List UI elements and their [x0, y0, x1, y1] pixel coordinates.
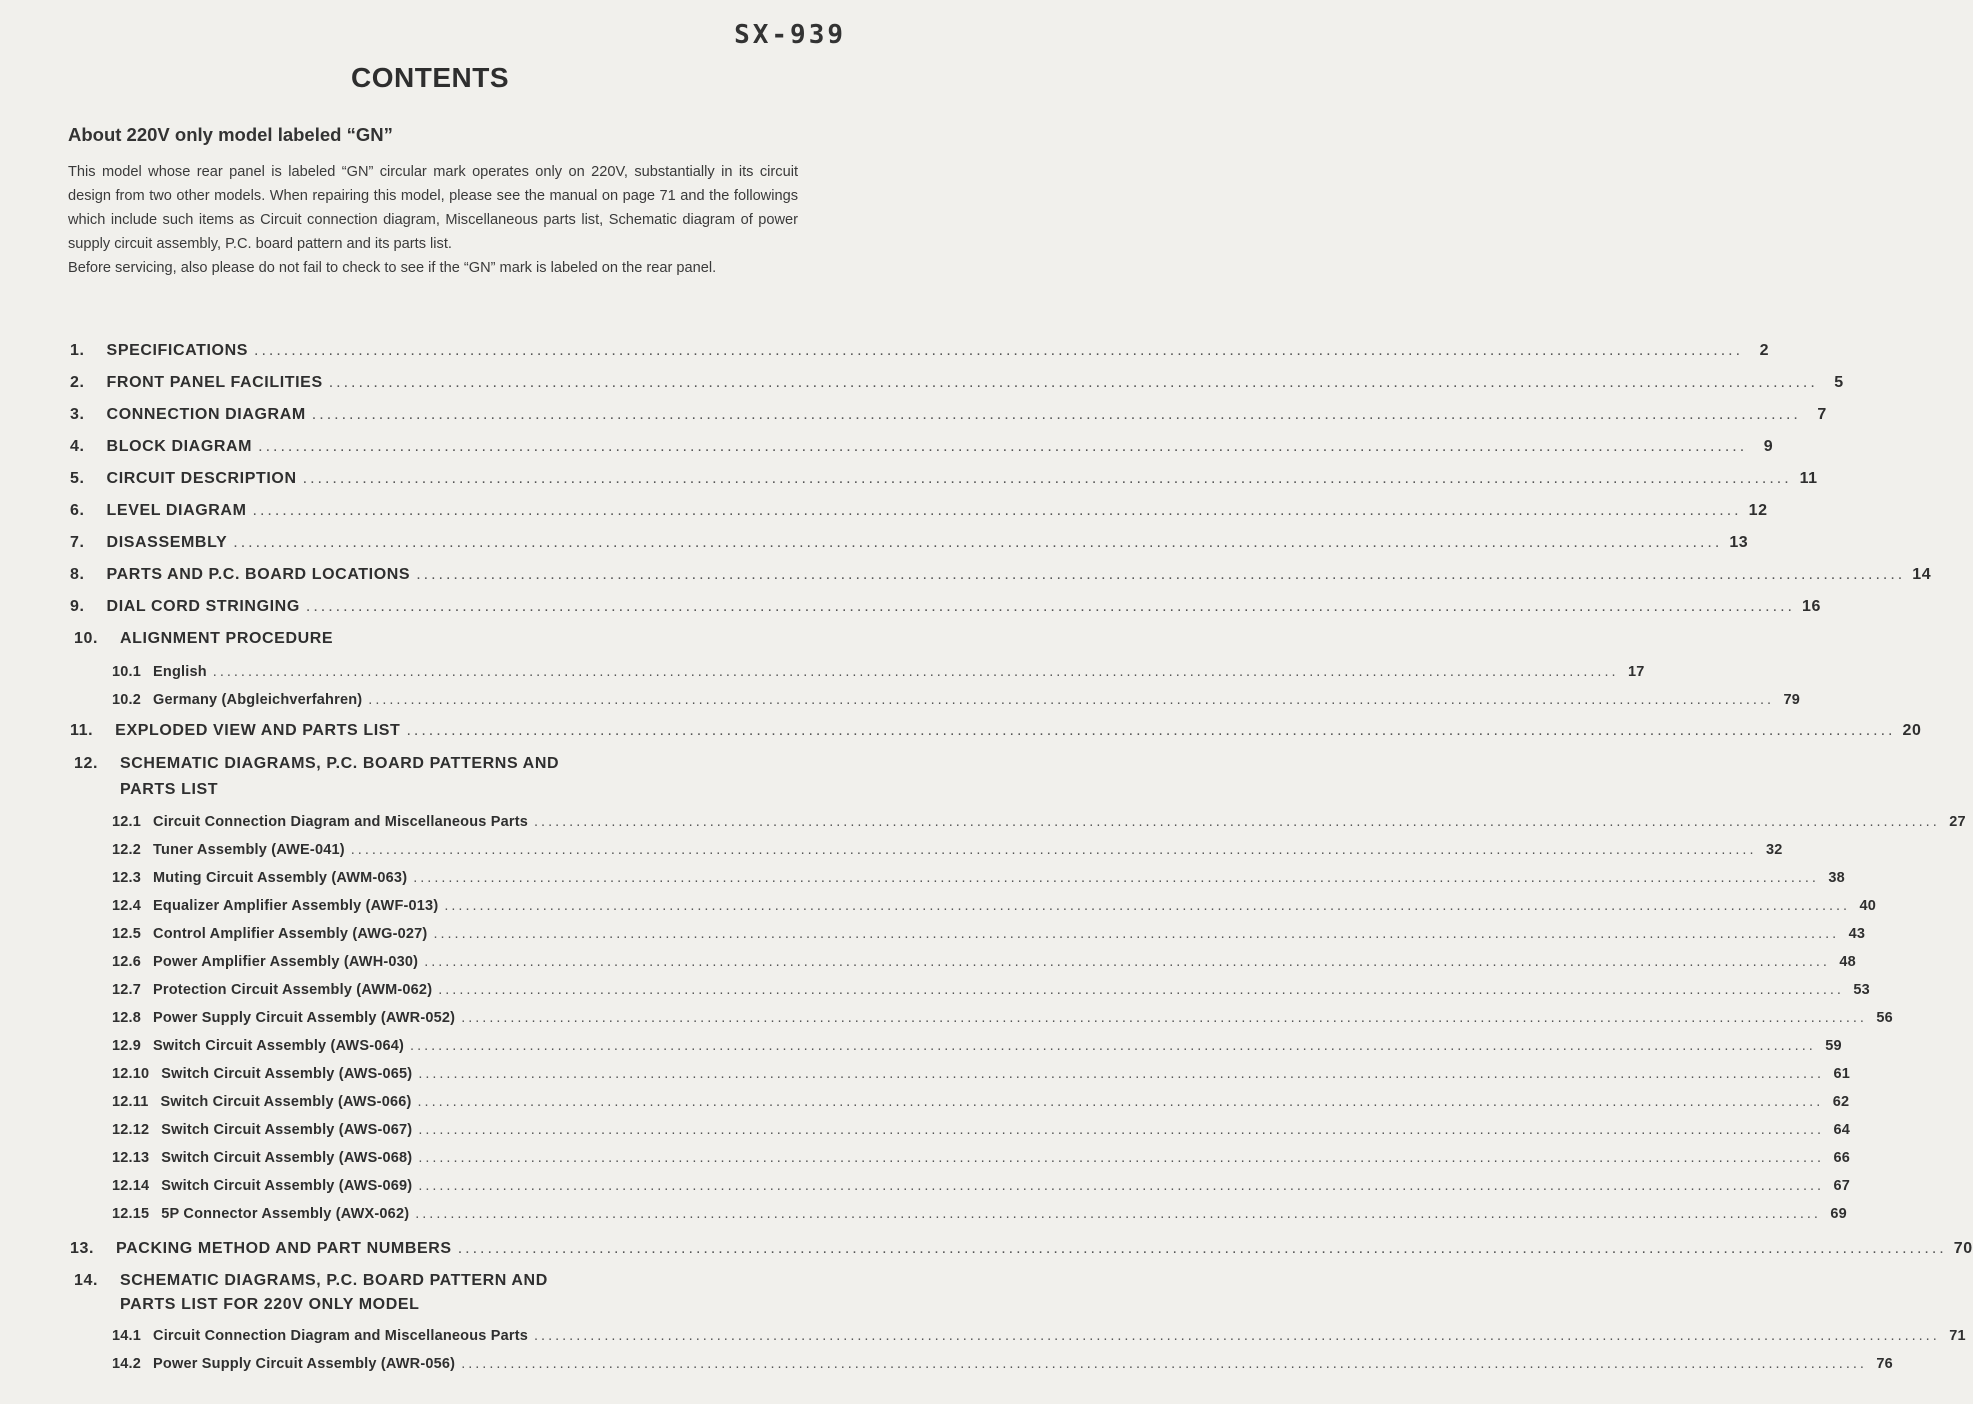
toc-entry-parts-locations: [70, 566, 1932, 584]
toc-page: 40: [1859, 898, 1877, 914]
toc-number: 12.2: [112, 842, 142, 858]
toc-entry-level-diagram: [70, 502, 1768, 520]
toc-page: 27: [1949, 814, 1966, 830]
leader-dots: ........................................................................................................................................................................................................: [305, 598, 1795, 615]
leader-dots: ........................................................................................................................................................................................................: [534, 1328, 1940, 1344]
leader-dots: ........................................................................................................................................................................................................: [438, 982, 1844, 998]
toc-entry-dial-cord: [70, 598, 1821, 616]
leader-dots: ........................................................................................................................................................................................................: [413, 870, 1819, 886]
toc-label: Circuit Connection Diagram and Miscellaneous Parts: [153, 1328, 529, 1344]
toc-number: 12.5: [112, 926, 142, 942]
toc-entry-alignment-english: [112, 664, 1645, 680]
toc-page: 20: [1902, 722, 1922, 739]
toc-label: Protection Circuit Assembly (AWM-062): [153, 982, 433, 998]
toc-entry-front-panel: [70, 374, 1844, 392]
toc-entry-12-2: [112, 842, 1783, 858]
toc-label: Circuit Connection Diagram and Miscellaneous Parts: [153, 814, 529, 830]
toc-page: 62: [1832, 1094, 1850, 1110]
toc-page: 48: [1839, 954, 1856, 970]
toc-entry-14-1: [112, 1328, 1966, 1344]
leader-dots: ........................................................................................................................................................................................................: [233, 534, 1723, 551]
toc-label: SCHEMATIC DIAGRAMS, P.C. BOARD PATTERNS AND: [120, 755, 560, 772]
toc-label: DISASSEMBLY: [106, 534, 228, 551]
leader-dots: ........................................................................................................................................................................................................: [534, 814, 1940, 830]
toc-number: 7.: [70, 534, 85, 551]
toc-number: 14.: [73, 1272, 98, 1289]
toc-label: CIRCUIT DESCRIPTION: [106, 470, 297, 487]
intro-paragraph: Before servicing, also please do not fail to check to see if the “GN” mark is labeled on the rear panel.: [68, 260, 717, 276]
toc-page: 61: [1833, 1066, 1851, 1082]
toc-number: 12.6: [112, 954, 142, 970]
toc-number: 12.15: [112, 1206, 150, 1222]
toc-page: 70: [1953, 1240, 1973, 1257]
toc-label: SPECIFICATIONS: [106, 342, 248, 359]
toc-number: 10.: [73, 630, 98, 647]
toc-number: 8.: [70, 566, 85, 583]
leader-dots: ........................................................................................................................................................................................................: [254, 342, 1744, 359]
toc-entry-12-8: [112, 1010, 1893, 1026]
toc-number: 12.9: [112, 1038, 142, 1054]
toc-number: 12.14: [112, 1178, 150, 1194]
toc-label: Muting Circuit Assembly (AWM-063): [153, 870, 408, 886]
toc-number: 12.1: [112, 814, 142, 830]
toc-page: 79: [1783, 692, 1801, 708]
toc-label: DIAL CORD STRINGING: [106, 598, 300, 615]
toc-page: 38: [1828, 870, 1845, 886]
toc-label: Switch Circuit Assembly (AWS-068): [161, 1150, 413, 1166]
toc-label: Germany (Abgleichverfahren): [153, 692, 363, 708]
leader-dots: ........................................................................................................................................................................................................: [410, 1038, 1816, 1054]
toc-entry-12-15: [112, 1206, 1847, 1222]
toc-number: 12.7: [112, 982, 142, 998]
toc-label: EXPLODED VIEW AND PARTS LIST: [115, 722, 401, 739]
model-code: SX-939: [734, 20, 846, 50]
toc-entry-12-11: [112, 1094, 1850, 1110]
leader-dots: ........................................................................................................................................................................................................: [368, 692, 1775, 708]
toc-number: 4.: [70, 438, 85, 455]
leader-dots: ........................................................................................................................................................................................................: [433, 926, 1840, 942]
toc-label: Power Supply Circuit Assembly (AWR-056): [153, 1356, 456, 1372]
toc-page: 16: [1801, 598, 1821, 615]
leader-dots: ........................................................................................................................................................................................................: [424, 954, 1830, 970]
toc-number: 12.: [73, 755, 98, 772]
toc-entry-specifications: [70, 342, 1770, 360]
toc-entry-12-4: [112, 898, 1877, 914]
leader-dots: ........................................................................................................................................................................................................: [418, 1066, 1825, 1082]
toc-entry-12-6: [112, 954, 1856, 970]
toc-page: 2: [1759, 342, 1770, 359]
toc-page: 67: [1833, 1178, 1851, 1194]
leader-dots: ........................................................................................................................................................................................................: [444, 898, 1851, 914]
toc-label: ALIGNMENT PROCEDURE: [120, 630, 334, 647]
intro-heading: About 220V only model labeled “GN”: [68, 124, 393, 145]
toc-label-continued: PARTS LIST FOR 220V ONLY MODEL: [120, 1296, 420, 1313]
toc-label: Equalizer Amplifier Assembly (AWF-013): [153, 898, 439, 914]
toc-entry-alignment: [70, 630, 800, 648]
toc-number: 9.: [70, 598, 85, 615]
toc-label: CONNECTION DIAGRAM: [106, 406, 306, 423]
toc-label-continued: PARTS LIST: [120, 781, 219, 798]
intro-paragraph: This model whose rear panel is labeled “GN” circular mark operates only on 220V, substantially in its circuit design from two other models. When repairing this model, please see the manual on page 71 and the followings which include such items as Circuit connection diagram, Miscellaneous parts list, Schematic diagram of power supply circuit assembly, P.C. board pattern and its parts list.: [68, 164, 798, 252]
toc-label: Switch Circuit Assembly (AWS-066): [160, 1094, 412, 1110]
toc-number: 13.: [70, 1240, 95, 1257]
intro-text: [68, 160, 798, 280]
toc-number: 12.4: [112, 898, 142, 914]
toc-number: 10.2: [112, 692, 142, 708]
leader-dots: ........................................................................................................................................................................................................: [415, 1206, 1821, 1222]
toc-number: 12.11: [112, 1094, 149, 1110]
toc-label: Switch Circuit Assembly (AWS-069): [161, 1178, 413, 1194]
toc-label: Tuner Assembly (AWE-041): [153, 842, 345, 858]
toc-entry-12-3: [112, 870, 1845, 886]
leader-dots: ........................................................................................................................................................................................................: [328, 374, 1818, 391]
toc-entry-disassembly: [70, 534, 1749, 552]
toc-page: 12: [1748, 502, 1768, 519]
leader-dots: ........................................................................................................................................................................................................: [302, 470, 1792, 487]
toc-entry-12-10: [112, 1066, 1851, 1082]
page-title: CONTENTS: [351, 62, 509, 93]
toc-number: 12.10: [112, 1066, 150, 1082]
toc-page: 69: [1830, 1206, 1847, 1222]
toc-entry-packing-method: [70, 1240, 1973, 1258]
toc-entry-12-12: [112, 1122, 1851, 1138]
toc-number: 11.: [70, 722, 94, 739]
toc-entry-14-2: [112, 1356, 1893, 1372]
toc-label: LEVEL DIAGRAM: [106, 502, 247, 519]
leader-dots: ........................................................................................................................................................................................................: [350, 842, 1757, 858]
toc-label: FRONT PANEL FACILITIES: [106, 374, 323, 391]
toc-number: 14.1: [112, 1328, 142, 1344]
toc-label: 5P Connector Assembly (AWX-062): [161, 1206, 410, 1222]
toc-page: 32: [1765, 842, 1783, 858]
toc-page: 43: [1848, 926, 1866, 942]
toc-number: 2.: [70, 374, 85, 391]
toc-page: 11: [1799, 470, 1818, 487]
toc-number: 6.: [70, 502, 85, 519]
toc-page: 56: [1876, 1010, 1893, 1026]
toc-entry-12-7: [112, 982, 1870, 998]
toc-number: 3.: [70, 406, 85, 423]
toc-label: PARTS AND P.C. BOARD LOCATIONS: [106, 566, 411, 583]
toc-entry-alignment-germany: [112, 692, 1801, 708]
toc-number: 14.2: [112, 1356, 142, 1372]
toc-label: Switch Circuit Assembly (AWS-067): [161, 1122, 413, 1138]
toc-page: 59: [1825, 1038, 1842, 1054]
toc-label: BLOCK DIAGRAM: [106, 438, 253, 455]
toc-page: 14: [1912, 566, 1932, 583]
toc-page: 9: [1763, 438, 1774, 455]
toc-page: 71: [1949, 1328, 1966, 1344]
leader-dots: ........................................................................................................................................................................................................: [417, 1094, 1824, 1110]
leader-dots: ........................................................................................................................................................................................................: [461, 1010, 1867, 1026]
toc-entry-block-diagram: [70, 438, 1774, 456]
leader-dots: ........................................................................................................................................................................................................: [418, 1122, 1825, 1138]
toc-number: 12.13: [112, 1150, 150, 1166]
toc-label: English: [153, 664, 207, 680]
toc-page: 17: [1627, 664, 1645, 680]
leader-dots: ........................................................................................................................................................................................................: [418, 1150, 1825, 1166]
toc-label: Control Amplifier Assembly (AWG-027): [153, 926, 428, 942]
toc-label: Power Supply Circuit Assembly (AWR-052): [153, 1010, 456, 1026]
toc-entry-12-13: [112, 1150, 1851, 1166]
toc-label: SCHEMATIC DIAGRAMS, P.C. BOARD PATTERN AND: [120, 1272, 548, 1289]
toc-page: 66: [1833, 1150, 1851, 1166]
toc-page: 53: [1853, 982, 1870, 998]
leader-dots: ........................................................................................................................................................................................................: [416, 566, 1906, 583]
toc-entry-12-14: [112, 1178, 1851, 1194]
leader-dots: ........................................................................................................................................................................................................: [258, 438, 1748, 455]
toc-number: 10.1: [112, 664, 142, 680]
leader-dots: ........................................................................................................................................................................................................: [252, 502, 1742, 519]
toc-entry-12-5: [112, 926, 1866, 942]
toc-number: 1.: [70, 342, 85, 359]
toc-page: 13: [1729, 534, 1749, 551]
toc-entry-exploded-view: [70, 722, 1922, 740]
toc-number: 12.8: [112, 1010, 142, 1026]
toc-label: Power Amplifier Assembly (AWH-030): [153, 954, 419, 970]
toc-number: 5.: [70, 470, 85, 487]
leader-dots: ........................................................................................................................................................................................................: [418, 1178, 1825, 1194]
leader-dots: ........................................................................................................................................................................................................: [212, 664, 1619, 680]
toc-entry-connection-diagram: [70, 406, 1827, 424]
toc-entry-12-9: [112, 1038, 1842, 1054]
toc-label: Switch Circuit Assembly (AWS-064): [153, 1038, 405, 1054]
toc-entry-schematic-diagrams: [70, 755, 800, 773]
leader-dots: ........................................................................................................................................................................................................: [406, 722, 1896, 739]
toc-number: 12.12: [112, 1122, 150, 1138]
leader-dots: ........................................................................................................................................................................................................: [457, 1240, 1947, 1257]
toc-page: 7: [1817, 406, 1827, 423]
toc-entry-circuit-description: [70, 470, 1818, 488]
toc-entry-12-1: [112, 814, 1966, 830]
toc-page: 64: [1833, 1122, 1851, 1138]
leader-dots: ........................................................................................................................................................................................................: [311, 406, 1801, 423]
toc-entry-220v-model: [70, 1272, 800, 1290]
toc-label: PACKING METHOD AND PART NUMBERS: [116, 1240, 452, 1257]
toc-page: 76: [1876, 1356, 1893, 1372]
toc-label: Switch Circuit Assembly (AWS-065): [161, 1066, 413, 1082]
leader-dots: ........................................................................................................................................................................................................: [461, 1356, 1867, 1372]
toc-page: 5: [1834, 374, 1844, 391]
toc-number: 12.3: [112, 870, 142, 886]
